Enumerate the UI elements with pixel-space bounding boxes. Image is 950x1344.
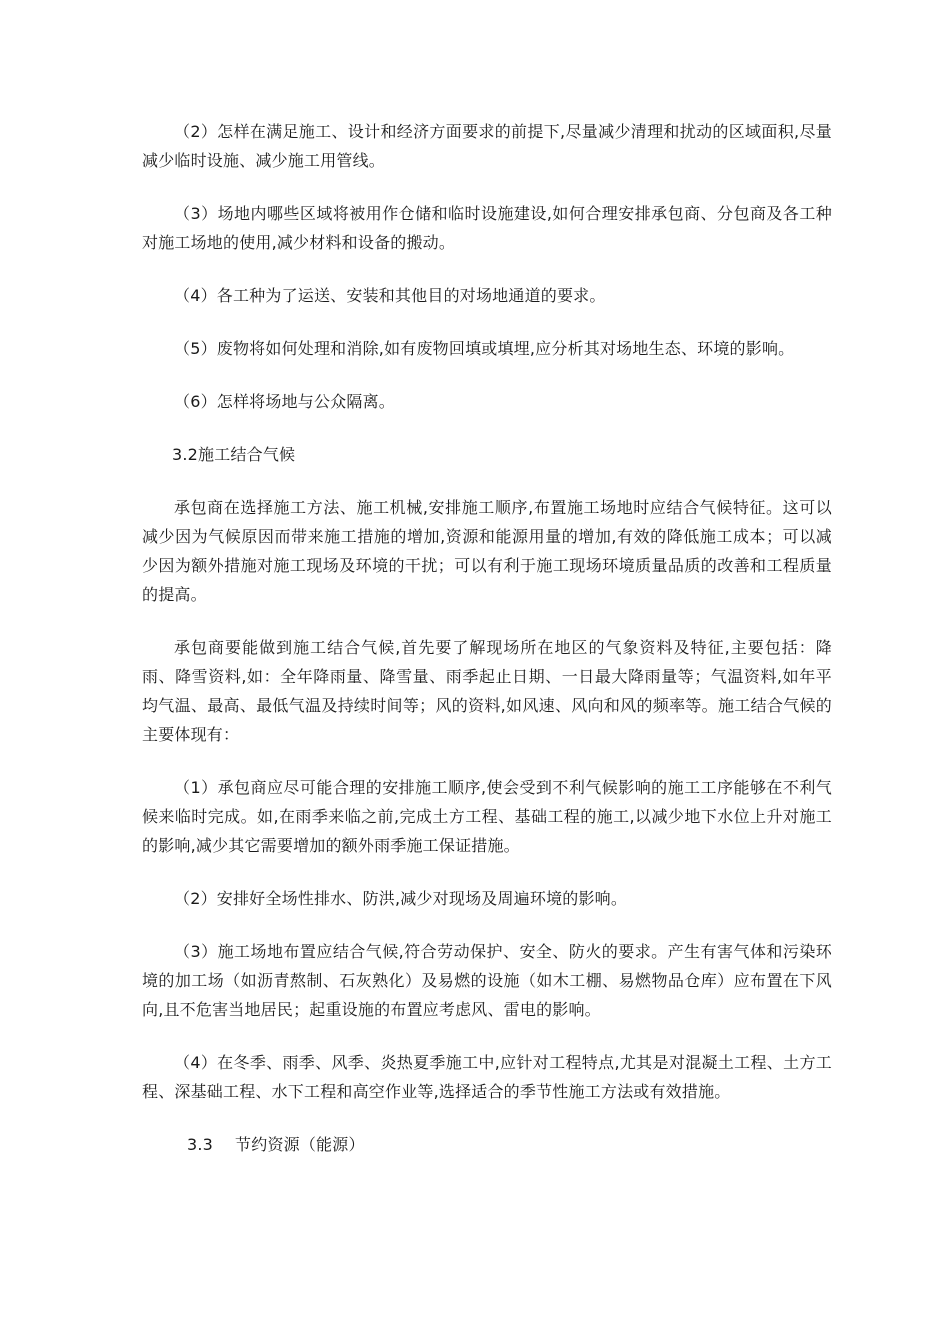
paragraph-item-4: （4）各工种为了运送、安装和其他目的对场地通道的要求。 (174, 286, 606, 305)
document-body (142, 117, 832, 1183)
paragraph-item-3: （3）场地内哪些区域将被用作仓储和临时设施建设,如何合理安排承包商、分包商及各工种对施工场地的使用,减少材料和设备的搬动。 (142, 204, 832, 252)
paragraph-item-5: （5）废物将如何处理和消除,如有废物回填或填埋,应分析其对场地生态、环境的影响。 (174, 339, 795, 358)
section-number: 3.3 (187, 1135, 214, 1154)
section-heading-3-2 (142, 440, 832, 469)
paragraph-climate-intro: 承包商在选择施工方法、施工机械,安排施工顺序,布置施工场地时应结合气候特征。这可以减少因为气候原因而带来施工措施的增加,资源和能源用量的增加,有效的降低施工成本；可以减少因为额外措施对施工现场及环境的干扰；可以有利于施工现场环境质量品质的改善和工程质量的提高。 (142, 498, 832, 604)
paragraph-climate-item-4: （4）在冬季、雨季、风季、炎热夏季施工中,应针对工程特点,尤其是对混凝土工程、土方工程、深基础工程、水下工程和高空作业等,选择适合的季节性施工方法或有效措施。 (142, 1053, 832, 1101)
paragraph-item-6: （6）怎样将场地与公众隔离。 (174, 392, 395, 411)
section-title: 节约资源（能源） (235, 1135, 365, 1154)
paragraph-climate-item-2: （2）安排好全场性排水、防洪,减少对现场及周遍环境的影响。 (174, 889, 628, 908)
paragraph-item-2: （2）怎样在满足施工、设计和经济方面要求的前提下,尽量减少清理和扰动的区域面积,尽量减少临时设施、减少施工用管线。 (142, 122, 832, 170)
paragraph-climate-item-3: （3）施工场地布置应结合气候,符合劳动保护、安全、防火的要求。产生有害气体和污染环境的加工场（如沥青熬制、石灰熟化）及易燃的设施（如木工棚、易燃物品仓库）应布置在下风向,且不危害当地居民；起重设施的布置应考虑风、雷电的影响。 (142, 942, 832, 1019)
section-number: 3.2 (172, 445, 199, 464)
paragraph-climate-data: 承包商要能做到施工结合气候,首先要了解现场所在地区的气象资料及特征,主要包括：降雨、降雪资料,如：全年降雨量、降雪量、雨季起止日期、一日最大降雨量等；气温资料,如年平均气温、最高、最低气温及持续时间等；风的资料,如风速、风向和风的频率等。施工结合气候的主要体现有： (142, 638, 832, 744)
section-title: 施工结合气候 (198, 445, 296, 464)
section-heading-3-3 (142, 1130, 832, 1159)
paragraph-climate-item-1: （1）承包商应尽可能合理的安排施工顺序,使会受到不利气候影响的施工工序能够在不利气候来临时完成。如,在雨季来临之前,完成土方工程、基础工程的施工,以减少地下水位上升对施工的影响,减少其它需要增加的额外雨季施工保证措施。 (142, 778, 832, 855)
